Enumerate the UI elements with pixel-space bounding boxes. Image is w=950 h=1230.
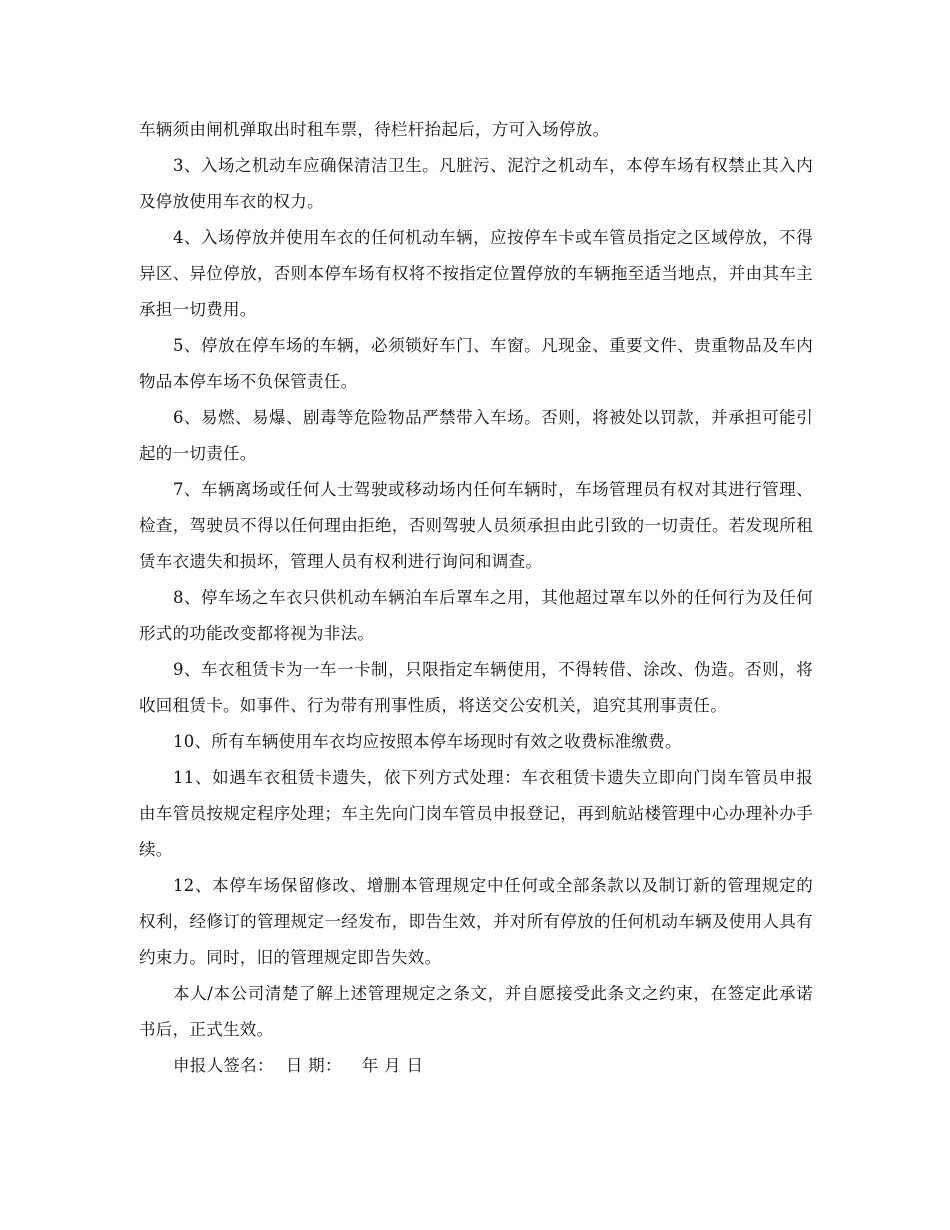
paragraph-continuation: 车辆须由闸机弹取出时租车票，待栏杆抬起后，方可入场停放。 — [139, 120, 610, 139]
paragraph-clause-12: 12、本停车场保留修改、增删本管理规定中任何或全部条款以及制订新的管理规定的权利，经修订的管理规定一经发布，即告生效，并对所有停放的任何机动车辆及使用人具有约束力。同时，旧的管理规定即告失效。 — [139, 876, 813, 967]
paragraph-clause-7: 7、车辆离场或任何人士驾驶或移动场内任何车辆时，车场管理员有权对其进行管理、检查，驾驶员不得以任何理由拒绝，否则驾驶人员须承担由此引致的一切责任。若发现所租赁车衣遗失和损坏，管理人员有权利进行询问和调查。 — [139, 480, 813, 571]
document-page — [139, 112, 813, 1084]
paragraph-clause-6: 6、易燃、易爆、剧毒等危险物品严禁带入车场。否则，将被处以罚款，并承担可能引起的一切责任。 — [139, 408, 813, 463]
paragraph-clause-8: 8、停车场之车衣只供机动车辆泊车后罩车之用，其他超过罩车以外的任何行为及任何形式的功能改变都将视为非法。 — [139, 588, 813, 643]
signature-line — [139, 1048, 813, 1084]
signer-label: 申报人签名： — [173, 1056, 274, 1075]
paragraph-clause-9: 9、车衣租赁卡为一车一卡制，只限指定车辆使用，不得转借、涂改、伪造。否则，将收回租赁卡。如事件、行为带有刑事性质，将送交公安机关，追究其刑事责任。 — [139, 660, 813, 715]
paragraph-clause-10: 10、所有车辆使用车衣均应按照本停车场现时有效之收费标准缴费。 — [173, 732, 682, 751]
date-value: 年 月 日 — [361, 1056, 424, 1075]
paragraph-clause-4: 4、入场停放并使用车衣的任何机动车辆，应按停车卡或车管员指定之区域停放，不得异区、异位停放，否则本停车场有权将不按指定位置停放的车辆拖至适当地点，并由其车主承担一切费用。 — [139, 228, 813, 319]
date-label: 日 期： — [285, 1056, 342, 1075]
paragraph-clause-3: 3、入场之机动车应确保清洁卫生。凡脏污、泥泞之机动车，本停车场有权禁止其入内及停放使用车衣的权力。 — [139, 156, 813, 211]
paragraph-acknowledgement: 本人/本公司清楚了解上述管理规定之条文，并自愿接受此条文之约束，在签定此承诺书后，正式生效。 — [139, 984, 813, 1039]
paragraph-clause-5: 5、停放在停车场的车辆，必须锁好车门、车窗。凡现金、重要文件、贵重物品及车内物品本停车场不负保管责任。 — [139, 336, 813, 391]
paragraph-clause-11: 11、如遇车衣租赁卡遗失，依下列方式处理：车衣租赁卡遗失立即向门岗车管员申报由车管员按规定程序处理；车主先向门岗车管员申报登记，再到航站楼管理中心办理补办手续。 — [139, 768, 813, 859]
